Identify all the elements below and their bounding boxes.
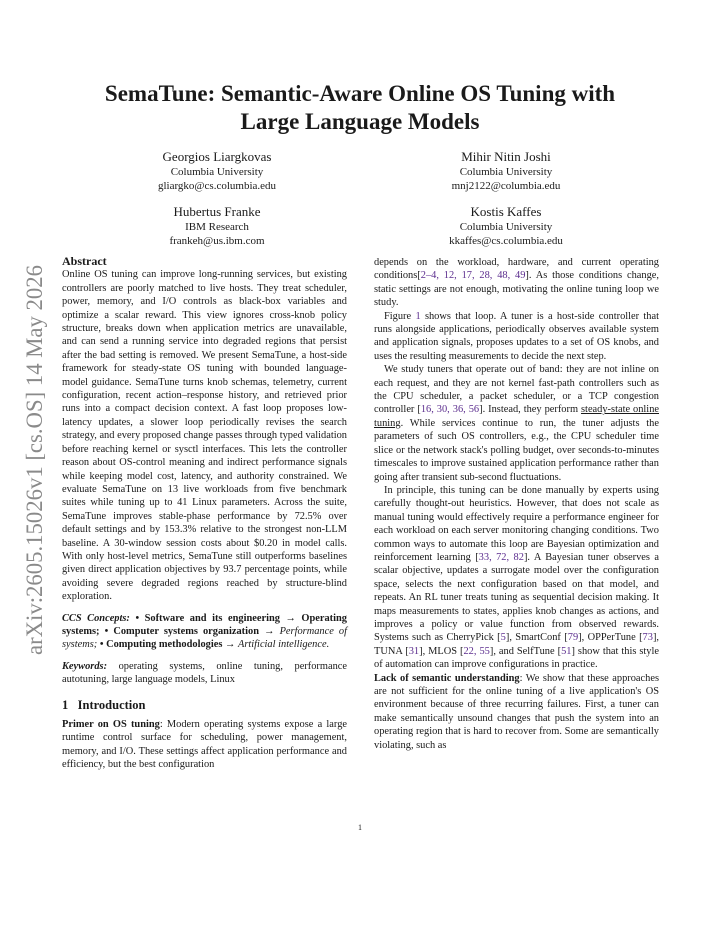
figure-link[interactable]: 1: [415, 310, 421, 322]
author-name: Kostis Kaffes: [470, 204, 542, 219]
author-block: [386, 203, 626, 248]
arxiv-watermark: [20, 255, 50, 655]
keywords-text: operating systems, online tuning, performance autotuning, large language models, Linux: [62, 660, 347, 686]
citation-link[interactable]: 16, 30, 36, 56: [420, 404, 480, 416]
author-name: Hubertus Franke: [173, 204, 261, 219]
abstract-heading: Abstract: [62, 254, 107, 268]
paragraph: We study tuners that operate out of band: they are not inline on each request, and they are not kernel fast-path controllers such as the CPU scheduler, a packet scheduler, or a TCP congestion controller [16, 30, 36, 56]. Instead, they perform steady-state online tuning. While services continue to run, the tuner adjusts the parameters of such OS controllers, e.g., the CPU scheduler time slice or the network stack's polling budget, over seconds-to-minutes timescales to improve sustained application performance rather than going after transient sub-second fluctuations.: [374, 364, 660, 483]
section-heading: [62, 699, 347, 712]
author-block: [97, 203, 337, 248]
citation-link[interactable]: 33, 72, 82: [478, 551, 524, 563]
author-affiliation: Columbia University: [459, 166, 553, 178]
ccs-concepts: [62, 612, 347, 652]
page-number: 1: [358, 823, 362, 832]
arxiv-identifier: arXiv:2605.15026v1 [cs.OS] 14 May 2026: [22, 260, 47, 655]
author-name: Mihir Nitin Joshi: [461, 149, 551, 164]
paper-title: [60, 80, 660, 136]
citation-link[interactable]: 73: [642, 632, 653, 644]
paragraph: Figure 1 shows that loop. A tuner is a host-side controller that runs alongside applications, periodically observes available system and application signals, proposes updates to a set of OS knobs, and uses the resulting measurements to decide the next step.: [374, 310, 659, 362]
citation-link[interactable]: 79: [567, 632, 579, 644]
title-line-2: Large Language Models: [240, 109, 480, 134]
right-column: [374, 256, 659, 752]
ccs-item: • Software and its engineering → Operating systems;: [62, 612, 347, 637]
author-affiliation: IBM Research: [185, 221, 249, 233]
section-title: Introduction: [77, 697, 146, 712]
left-column: [62, 255, 347, 772]
citation-link[interactable]: 2–4, 12, 17, 28, 48, 49: [420, 270, 526, 282]
ccs-item: Performance of systems;: [62, 625, 347, 651]
run-in-heading: Lack of semantic understanding: [374, 672, 520, 684]
author-email: gliargko@cs.columbia.edu: [157, 180, 277, 192]
citation-link[interactable]: 51: [561, 645, 572, 657]
paragraph: Lack of semantic understanding: We show that these approaches are not sufficient for the online tuning of a live application's OS environment because of three recurring failures. First, a tuner can make semantically unsound changes that push the system into an operating region that is hard to recover from. Some are semantically violating, such as: [374, 672, 660, 751]
author-email: mnj2122@columbia.edu: [451, 180, 561, 192]
author-affiliation: Columbia University: [459, 221, 553, 233]
paragraph-text: : Modern operating systems expose a large runtime control surface for scheduling, power management, memory, and I/O. These settings affect application performance and efficiency, but the best configuration: [62, 719, 347, 771]
author-block: [386, 148, 626, 193]
author-email: frankeh@us.ibm.com: [169, 235, 265, 247]
ccs-item: • Computer systems organization →: [104, 625, 275, 637]
author-affiliation: Columbia University: [170, 166, 264, 178]
paragraph: In principle, this tuning can be done manually by experts using carefully thought-out heuristics. However, that does not scale as manual tuning would effectively require a performance engineer for each workload on each server monitoring changing conditions. Two common ways to automate this loop are Bayesian optimization and reinforcement learning [33, 72, 82]. A Bayesian tuner observes a scalar objective, updates a surrogate model over the configuration space, selects the next configuration based on that model, and repeats. An RL tuner treats tuning as sequential decision making. It maps measurements to states, applies knob changes as actions, and improves a policy or value function from observed rewards. Systems such as CherryPick [5], SmartConf [79], OPPerTune [73], TUNA [31], MLOS [22, 55], and SelfTune [51] show that this style of automation can improve configurations in practice.: [374, 484, 659, 671]
paragraph: depends on the workload, hardware, and current operating conditions[2–4, 12, 17, 28, 48, 49]. As those conditions change, static settings are not enough, motivating the online tuning loop we study.: [374, 257, 659, 309]
citation-link[interactable]: 22, 55: [463, 645, 490, 657]
keywords-label: Keywords:: [62, 660, 108, 672]
author-name: Georgios Liargkovas: [162, 149, 272, 164]
ccs-label: CCS Concepts:: [62, 612, 130, 624]
author-block: [97, 148, 337, 193]
run-in-heading: Primer on OS tuning: [62, 719, 160, 730]
ccs-item: Artificial intelligence.: [238, 639, 330, 651]
citation-link[interactable]: 31: [408, 645, 420, 657]
section-number: 1: [62, 697, 69, 712]
intro-primer: [62, 718, 347, 772]
title-line-1: SemaTune: Semantic-Aware Online OS Tuning with: [104, 81, 616, 106]
ccs-item: • Computing methodologies →: [99, 639, 236, 651]
citation-link[interactable]: 5: [500, 632, 506, 644]
emphasized-term: steady-state online tuning: [374, 404, 660, 429]
keywords: [62, 660, 347, 687]
abstract-text: Online OS tuning can improve long-running services, but existing controllers are poorly matched to live hosts. They treat scheduler, power, memory, and I/O controls as black-box variables and optimize a scalar reward. This view ignores cross-knob policy structure, breaks down when application metrics are unavailable, and can send a running service into degraded regions that persist after the bad setting is removed. We present SemaTune, a host-side framework for steady-state OS tuning with bounded language-model guidance. SemaTune turns knob schemas, telemetry, current configuration, recent action–response history, and retrieved prior runs into a compact decision context. A fast loop proposes low-latency updates, a slower loop periodically revises the search strategy, and every proposed change passes through typed validation before reaching kernel or sysctl interfaces. This lets the controller reason about OS-control meaning and indirect performance signals while keeping model cost, latency, and authority constrained. We evaluate SemaTune on 13 live workloads from five benchmark suites while tuning up to 41 Linux parameters. Across the suite, SemaTune improves stable-phase performance by 72.5% over default settings and by 153.3% relative to the strongest non-LLM baseline. A 30-window session costs about $0.20 in model calls. With only host-level metrics, SemaTune still outperforms baselines given direct application objectives by 93.7 percentage points, while avoiding severe degraded regions reached by structure-blind exploration.: [62, 269, 347, 603]
author-email: kkaffes@cs.columbia.edu: [449, 235, 563, 247]
